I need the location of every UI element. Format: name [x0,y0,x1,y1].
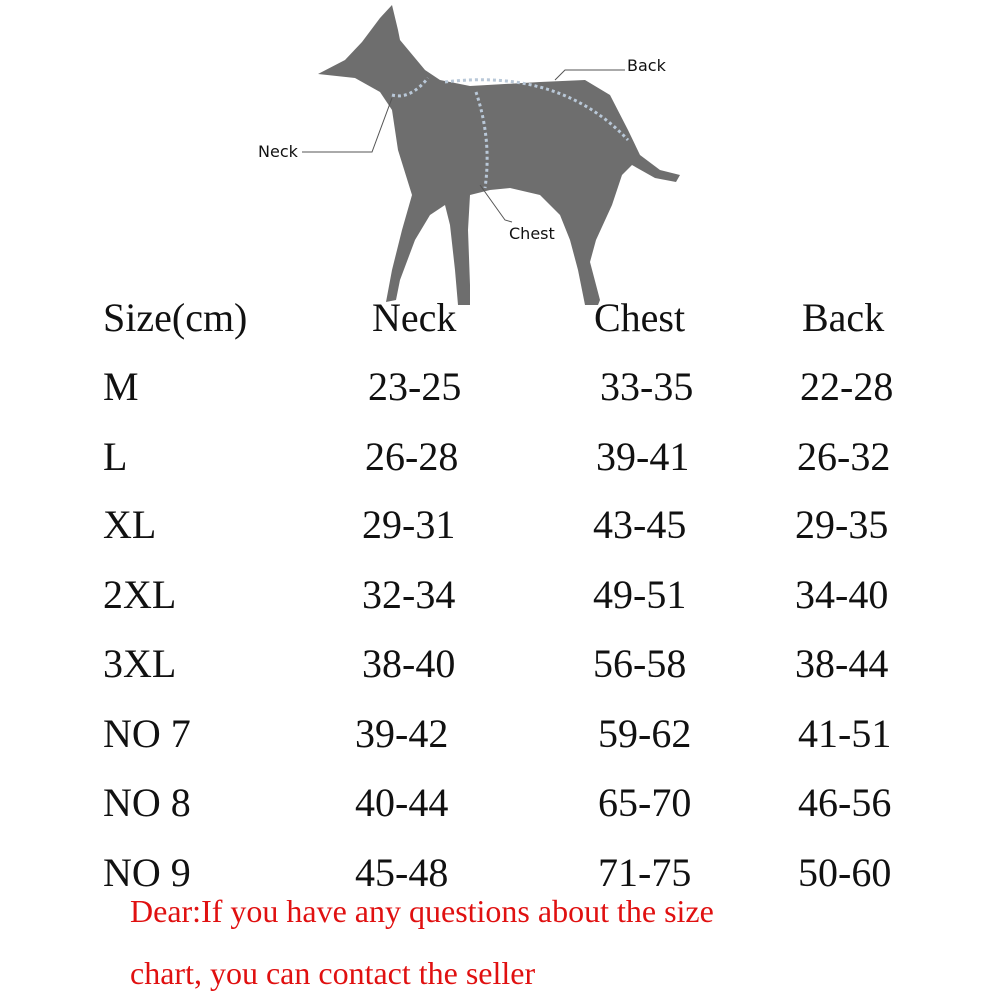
header-chest: Chest [594,295,686,340]
cell-chest: 39-41 [596,434,690,479]
cell-back: 26-32 [797,434,891,479]
header-size: Size(cm) [103,295,248,340]
cell-size: NO 9 [103,850,191,895]
cell-back: 46-56 [798,780,892,825]
note-line-1: Dear:If you have any questions about the size [130,893,714,929]
cell-chest: 43-45 [593,502,687,547]
cell-neck: 23-25 [368,364,462,409]
cell-size: XL [103,502,157,547]
cell-size: 2XL [103,572,177,617]
cell-back: 50-60 [798,850,892,895]
cell-neck: 26-28 [365,434,459,479]
neck-label: Neck [258,142,298,161]
cell-neck: 45-48 [355,850,449,895]
cell-chest: 56-58 [593,641,687,686]
cell-neck: 40-44 [355,780,449,825]
cell-size: 3XL [103,641,177,686]
cell-back: 34-40 [795,572,889,617]
cell-chest: 59-62 [598,711,692,756]
cell-chest: 49-51 [593,572,687,617]
cell-back: 41-51 [798,711,892,756]
cell-size: NO 7 [103,711,191,756]
cell-neck: 32-34 [362,572,456,617]
neck-leader-line [302,98,392,152]
note-line-2: chart, you can contact the seller [130,955,536,991]
cell-neck: 39-42 [355,711,449,756]
back-leader-line [555,70,625,80]
cell-size: M [103,364,139,409]
cell-chest: 71-75 [598,850,692,895]
cell-back: 22-28 [800,364,894,409]
cell-chest: 65-70 [598,780,692,825]
chest-label: Chest [509,224,555,243]
cell-neck: 29-31 [362,502,456,547]
cell-size: L [103,434,128,479]
dog-silhouette [318,5,680,305]
cell-size: NO 8 [103,780,191,825]
cell-back: 29-35 [795,502,889,547]
back-label: Back [627,56,666,75]
cell-chest: 33-35 [600,364,694,409]
header-neck: Neck [372,295,457,340]
header-back: Back [802,295,885,340]
cell-back: 38-44 [795,641,889,686]
cell-neck: 38-40 [362,641,456,686]
